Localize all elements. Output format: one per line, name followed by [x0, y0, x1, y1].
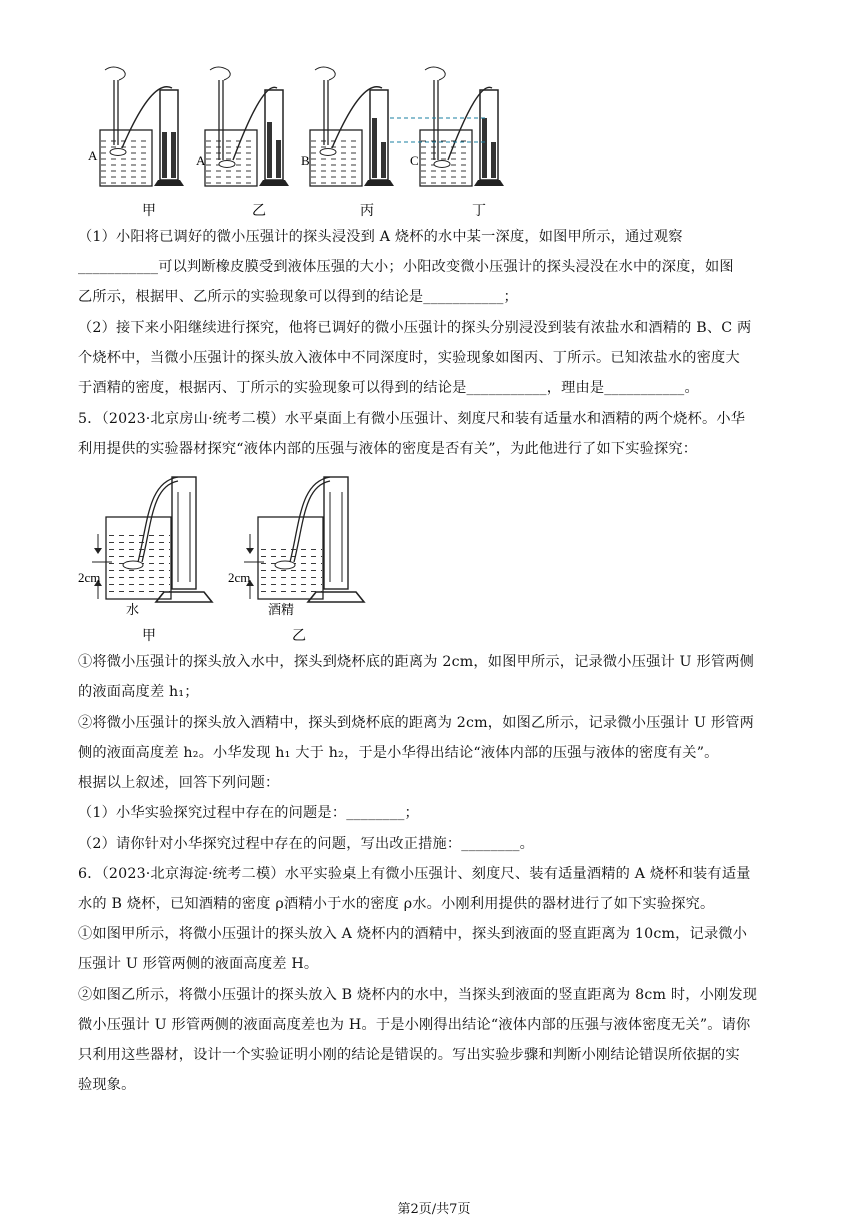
q6-step1-line2: 压强计 U 形管两侧的液面高度差 H。 [78, 956, 319, 972]
q6-line1: 6．（2023·北京海淀·统考二模）水平实验桌上有微小压强计、刻度尺、装有适量酒精的 A 烧杯和装有适量 [78, 866, 751, 882]
caption-jia: 甲 [142, 204, 156, 219]
liquid-label-alcohol: 酒精 [268, 602, 295, 617]
caption-bing: 丙 [360, 204, 374, 219]
q6-line2: 水的 B 烧杯，已知酒精的密度 ρ酒精小于水的密度 ρ水。小刚利用提供的器材进行了如下实验探究。 [78, 896, 715, 912]
liquid-label-water: 水 [126, 602, 140, 617]
q4-part2-line1: （2）接下来小阳继续进行探究，他将已调好的微小压强计的探头分别浸没到装有浓盐水和酒精的 B、C 两 [78, 320, 752, 336]
fig2-caption-jia: 甲 [142, 629, 156, 644]
q4-part2-line3: 于酒精的密度，根据丙、丁所示的实验现象可以得到的结论是___________，理由是___________。 [78, 380, 699, 396]
q5-step1-line1: ①将微小压强计的探头放入水中，探头到烧杯底的距离为 2cm，如图甲所示，记录微小压强计 U 形管两侧 [78, 654, 754, 670]
q6-step2-line4: 验现象。 [78, 1077, 136, 1093]
figure-1-apparatus [80, 60, 520, 220]
q6-step2-line3: 只利用这些器材，设计一个实验证明小刚的结论是错误的。写出实验步骤和判断小刚结论错误所依据的实 [78, 1047, 740, 1063]
caption-yi: 乙 [252, 204, 266, 219]
depth-label-left: 2cm [78, 570, 101, 585]
beaker-label-1: A [88, 148, 98, 163]
q4-part1-line1: （1）小阳将已调好的微小压强计的探头浸没到 A 烧杯的水中某一深度，如图甲所示，通过观察 [78, 229, 683, 245]
q5-prompt: 根据以上叙述，回答下列问题： [78, 775, 280, 791]
q5-line1: 5．（2023·北京房山·统考二模）水平桌面上有微小压强计、刻度尺和装有适量水和酒精的两个烧杯。小华 [78, 411, 746, 427]
q5-step1-line2: 的液面高度差 h₁； [78, 684, 199, 700]
q5-question-b: （2）请你针对小华探究过程中存在的问题，写出改正措施：________。 [78, 836, 535, 852]
figure-2-apparatus [78, 462, 378, 647]
fig2-caption-yi: 乙 [292, 629, 306, 644]
q4-part2-line2: 个烧杯中，当微小压强计的探头放入液体中不同深度时，实验现象如图丙、丁所示。已知浓盐水的密度大 [78, 350, 740, 366]
q5-question-a: （1）小华实验探究过程中存在的问题是：________； [78, 805, 419, 821]
setup-water [92, 477, 212, 602]
q6-step2-line1: ②如图乙所示，将微小压强计的探头放入 B 烧杯内的水中，当探头到液面的竖直距离为 8cm 时，小刚发现 [78, 987, 758, 1003]
setup-ding [420, 67, 504, 186]
q6-step1-line1: ①如图甲所示，将微小压强计的探头放入 A 烧杯内的酒精中，探头到液面的竖直距离为 10cm，记录微小 [78, 926, 748, 942]
page-footer: 第2页/共7页 [397, 1202, 471, 1217]
q5-line2: 利用提供的实验器材探究“液体内部的压强与液体的密度是否有关”，为此他进行了如下实验探究： [78, 441, 698, 457]
caption-ding: 丁 [472, 204, 486, 219]
setup-alcohol [244, 477, 364, 602]
setup-bing [310, 67, 394, 186]
beaker-label-4: C [410, 153, 419, 168]
depth-label-right: 2cm [228, 570, 251, 585]
q4-part1-line2: ___________可以判断橡皮膜受到液体压强的大小；小阳改变微小压强计的探头浸没在水中的深度，如图 [78, 259, 734, 275]
q5-step2-line1: ②将微小压强计的探头放入酒精中，探头到烧杯底的距离为 2cm，如图乙所示，记录微小压强计 U 形管两 [78, 715, 754, 731]
q4-part1-line3: 乙所示，根据甲、乙所示的实验现象可以得到的结论是___________； [78, 289, 518, 305]
setup-yi [205, 67, 289, 186]
beaker-label-3: B [301, 153, 310, 168]
q5-step2-line2: 侧的液面高度差 h₂。小华发现 h₁ 大于 h₂，于是小华得出结论“液体内部的压强与液体的密度有关”。 [78, 745, 719, 761]
q6-step2-line2: 微小压强计 U 形管两侧的液面高度差也为 H。于是小刚得出结论“液体内部的压强与液体密度无关”。请你 [78, 1017, 751, 1033]
setup-jia [100, 67, 184, 186]
beaker-label-2: A [196, 153, 206, 168]
